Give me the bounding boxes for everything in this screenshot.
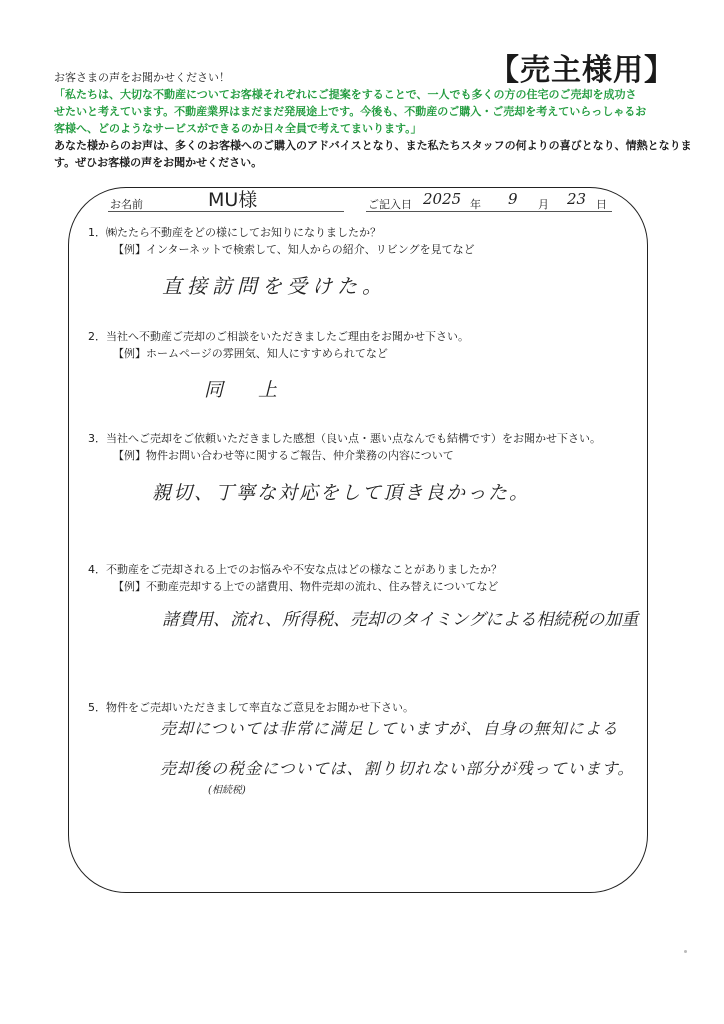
example-4: 【例】不動産売却する上での諸費用、物件売却の流れ、住み替えについてなど — [113, 580, 499, 593]
answer-5-line-2: 売却後の税金については、割り切れない部分が残っています。 — [160, 759, 635, 778]
seller-badge: 【売主様用】 — [489, 53, 675, 88]
intro-message-line-2: せたいと考えています。不動産業界はまだまだ発展途上です。今後も、不動産のご購入・ご売却を考えていらっしゃるお — [54, 105, 647, 118]
month-unit: 月 — [538, 198, 549, 211]
question-4: 4．不動産をご売却される上でのお悩みや不安な点はどの様なことがありましたか？ — [88, 563, 502, 576]
date-label: ご記入日 — [368, 198, 412, 211]
answer-3: 親切、丁寧な対応をして頂き良かった。 — [152, 482, 531, 504]
example-2: 【例】ホームページの雰囲気、知人にすすめられてなど — [113, 347, 388, 360]
example-3: 【例】物件お問い合わせ等に関するご報告、仲介業務の内容について — [113, 449, 454, 462]
question-5: 5．物件をご売却いただきまして率直なご意見をお聞かせ下さい。 — [88, 701, 414, 714]
day-value: 23 — [567, 190, 587, 208]
day-unit: 日 — [596, 198, 607, 211]
intro-request-line-2: す。ぜひお客様の声をお聞かせください。 — [54, 156, 263, 169]
answer-2: 同 上 — [204, 379, 286, 401]
question-2: 2．当社へ不動産ご売却のご相談をいただきましたご理由をお聞かせ下さい。 — [88, 330, 469, 343]
name-underline — [108, 211, 344, 212]
question-1: 1．㈱たたら不動産をどの様にしてお知りになりましたか？ — [88, 226, 381, 239]
scan-speck — [684, 950, 687, 953]
answer-5-line-1: 売却については非常に満足していますが、自身の無知による — [160, 719, 619, 738]
example-1: 【例】インターネットで検索して、知人からの紹介、リビングを見てなど — [113, 243, 475, 256]
answer-1: 直接訪問を受けた。 — [162, 274, 387, 298]
intro-message-line-1: 「私たちは、大切な不動産についてお客様それぞれにご提案をすることで、一人でも多くの方の住宅のご売却を成功さ — [54, 88, 637, 101]
date-underline — [366, 211, 612, 212]
intro-heading: お客さまの声をお聞かせください！ — [54, 71, 230, 84]
name-value: MU様 — [208, 189, 258, 211]
answer-4: 諸費用、流れ、所得税、売却のタイミングによる相続税の加重 — [162, 610, 639, 630]
question-3: 3．当社へご売却をご依頼いただきました感想（良い点・悪い点なんでも結構です）をお聞かせ下さい。 — [88, 432, 601, 445]
year-unit: 年 — [470, 198, 481, 211]
year-value: 2025 — [423, 190, 462, 208]
answer-5-note: (相続税) — [208, 785, 246, 796]
intro-message-line-3: 客様へ、どのようなサービスができるのか日々全員で考えてまいります。」 — [54, 122, 422, 135]
intro-request-line-1: あなた様からのお声は、多くのお客様へのご購入のアドバイスとなり、また私たちスタッフの何よりの喜びとなり、情熱となりま — [54, 139, 692, 152]
name-label: お名前 — [110, 198, 143, 211]
month-value: 9 — [508, 190, 518, 208]
